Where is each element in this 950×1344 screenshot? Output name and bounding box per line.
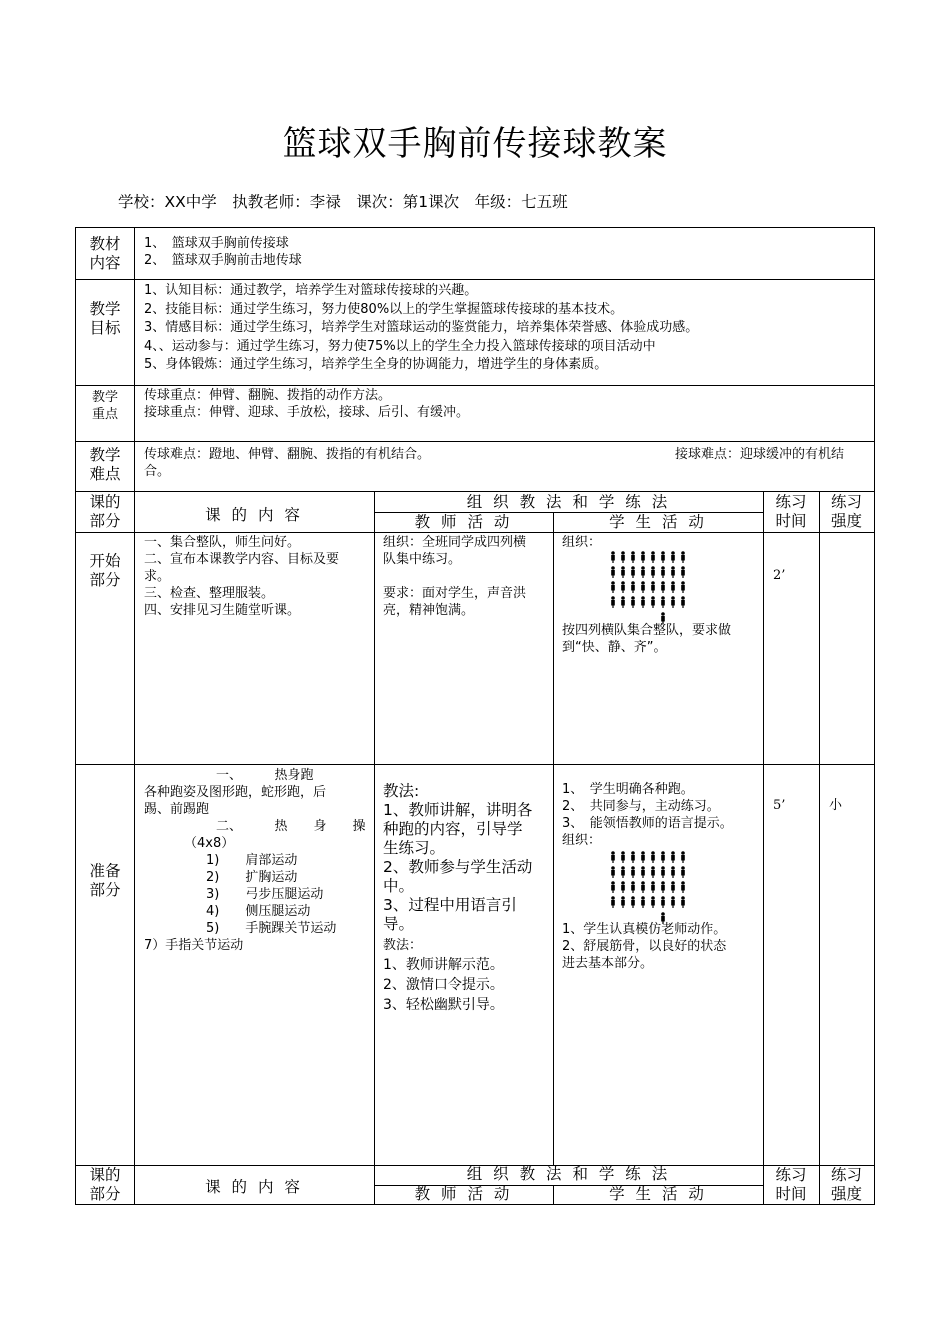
student-icon xyxy=(611,881,615,893)
start-time: 2’ xyxy=(773,568,786,583)
student-icon xyxy=(681,581,685,593)
student-icon xyxy=(641,596,645,608)
header2-content: 课 的 内 容 xyxy=(205,1178,303,1196)
student-icon xyxy=(631,566,635,578)
student-icon xyxy=(641,581,645,593)
prep-label: 准备 部分 xyxy=(89,862,121,899)
student-icon xyxy=(671,596,675,608)
student-icon xyxy=(671,551,675,563)
student-icon xyxy=(631,851,635,863)
student-icon xyxy=(611,551,615,563)
student-icon xyxy=(651,551,655,563)
prep-student-bottom: 1、学生认真模仿老师动作。 2、舒展筋骨，以良好的状态 进去基本部分。 xyxy=(562,922,727,971)
start-label: 开始 部分 xyxy=(89,552,121,589)
student-icon xyxy=(661,851,665,863)
student-icon xyxy=(631,551,635,563)
student-icon xyxy=(651,566,655,578)
student-icon xyxy=(661,596,665,608)
student-icon xyxy=(621,851,625,863)
student-icon xyxy=(621,866,625,878)
student-icon xyxy=(621,566,625,578)
difficult-pass: 传球难点：蹬地、伸臂、翻腕、拨指的有机结合。 xyxy=(144,447,431,462)
student-icon xyxy=(651,881,655,893)
student-icon xyxy=(621,596,625,608)
student-icon xyxy=(651,866,655,878)
student-icon xyxy=(681,881,685,893)
student-icon xyxy=(611,866,615,878)
student-icon xyxy=(661,581,665,593)
student-icon xyxy=(671,866,675,878)
header2-student: 学 生 活 动 xyxy=(609,1185,707,1203)
student-icon xyxy=(641,566,645,578)
student-icon xyxy=(641,896,645,908)
student-icon xyxy=(631,866,635,878)
materials-content: 1、 篮球双手胸前传接球 2、 篮球双手胸前击地传球 xyxy=(144,236,302,268)
header-org: 组 织 教 法 和 学 练 法 xyxy=(466,493,671,511)
difficult-catch-cont: 合。 xyxy=(144,464,171,479)
header-content: 课 的 内 容 xyxy=(205,506,303,524)
student-icon xyxy=(651,851,655,863)
difficult-catch: 接球难点：迎球缓冲的有机结 xyxy=(675,447,845,462)
start-teacher: 组织：全班同学成四列横 队集中练习。 要求：面对学生，声音洪 亮，精神饱满。 xyxy=(383,535,527,618)
goals-content: 1、认知目标：通过教学，培养学生对篮球传接球的兴趣。 2、技能目标：通过学生练习，努力使80%以上的学生掌握篮球传接球的基本技术。 3、情感目标：通过学生练习，培养学生对篮球运动的鉴赏能力，培养集体荣誉感、体验成功感。 4、、运动参与：通过学生练习，努力使75%以上的学生全力投入篮球传接球的项目活动中 5、身体锻炼：通过学生练习，培养学生全身的协调能力，增进学生的身体素质。 xyxy=(144,283,699,372)
header2-strength: 练习 强度 xyxy=(830,1166,862,1203)
header-student: 学 生 活 动 xyxy=(609,513,707,531)
key-label: 教学 重点 xyxy=(91,390,118,422)
goals-label: 教学 目标 xyxy=(89,300,121,337)
header-part: 课的 部分 xyxy=(89,493,121,530)
prep-content: 一、 热身跑 各种跑姿及图形跑，蛇形跑，后 踢、前踢跑 二、 热 身 操 （4x8） 1) 肩部运动 2) 扩胸运动 3) 弓步压腿运动 4) 侧压腿运动 5) 手腕踝关节运动 7）手指关节运动 xyxy=(144,768,366,953)
difficult-label: 教学 难点 xyxy=(89,446,121,483)
student-icon xyxy=(641,881,645,893)
student-icon xyxy=(631,881,635,893)
student-icon xyxy=(671,581,675,593)
page-title: 篮球双手胸前传接球教案 xyxy=(282,124,668,164)
student-icon xyxy=(641,866,645,878)
student-icon xyxy=(611,896,615,908)
materials-label: 教材 内容 xyxy=(89,235,121,272)
key-content: 传球重点：伸臂、翻腕、拨指的动作方法。 接球重点：伸臂、迎球、手放松，接球、后引、有缓冲。 xyxy=(144,388,470,420)
header2-org: 组 织 教 法 和 学 练 法 xyxy=(466,1165,671,1183)
student-icon xyxy=(651,896,655,908)
prep-student-top: 1、 学生明确各种跑。 2、 共同参与，主动练习。 3、 能领悟教师的语言提示。 组织： xyxy=(562,782,733,848)
student-icon xyxy=(611,581,615,593)
student-icon xyxy=(681,866,685,878)
student-icon xyxy=(621,551,625,563)
student-icon xyxy=(621,881,625,893)
student-icon xyxy=(681,596,685,608)
student-icon xyxy=(621,581,625,593)
student-icon xyxy=(641,551,645,563)
student-icon xyxy=(671,566,675,578)
student-icon xyxy=(671,896,675,908)
prep-formation xyxy=(608,850,688,932)
student-icon xyxy=(681,551,685,563)
student-icon xyxy=(681,566,685,578)
student-icon xyxy=(671,881,675,893)
student-icon xyxy=(621,896,625,908)
prep-teacher-tail: 1、教师讲解示范。 2、激情口令提示。 3、轻松幽默引导。 xyxy=(383,957,504,1013)
student-icon xyxy=(661,866,665,878)
formation-figure xyxy=(608,550,688,628)
prep-teacher: 教法: 1、教师讲解，讲明各 种跑的内容，引导学 生练习。 2、教师参与学生活动 中。 3、过程中用语言引 导。 xyxy=(383,782,533,933)
lesson-info: 学校：XX中学 执教老师：李禄 课次：第1课次 年级：七五班 xyxy=(118,193,568,211)
student-icon xyxy=(661,881,665,893)
student-icon xyxy=(631,596,635,608)
student-icon xyxy=(611,566,615,578)
start-student-note: 按四列横队集合整队，要求做 到“快、静、齐”。 xyxy=(562,623,732,655)
student-icon xyxy=(611,851,615,863)
header2-teacher: 教 师 活 动 xyxy=(414,1185,513,1203)
formation-figure xyxy=(608,850,688,928)
student-icon xyxy=(681,851,685,863)
student-icon xyxy=(671,851,675,863)
header-teacher: 教 师 活 动 xyxy=(414,513,513,531)
header2-part: 课的 部分 xyxy=(89,1166,121,1203)
student-icon xyxy=(631,581,635,593)
student-icon xyxy=(651,596,655,608)
student-icon xyxy=(661,566,665,578)
header-time: 练习 时间 xyxy=(775,493,807,530)
student-icon xyxy=(651,581,655,593)
start-student-org: 组织： xyxy=(562,535,602,550)
student-icon xyxy=(661,896,665,908)
student-icon xyxy=(681,896,685,908)
student-icon xyxy=(661,551,665,563)
student-icon xyxy=(611,596,615,608)
student-icon xyxy=(641,851,645,863)
prep-strength: 小 xyxy=(829,798,843,813)
prep-teacher-method: 教法： xyxy=(383,938,423,953)
prep-time: 5’ xyxy=(773,798,786,813)
header-strength: 练习 强度 xyxy=(830,493,862,530)
start-content: 一、集合整队，师生问好。 二、宣布本课教学内容、目标及要 求。 三、检查、整理服装。 四、安排见习生随堂听课。 xyxy=(144,535,340,618)
student-icon xyxy=(631,896,635,908)
header2-time: 练习 时间 xyxy=(775,1166,807,1203)
start-formation xyxy=(608,550,688,632)
